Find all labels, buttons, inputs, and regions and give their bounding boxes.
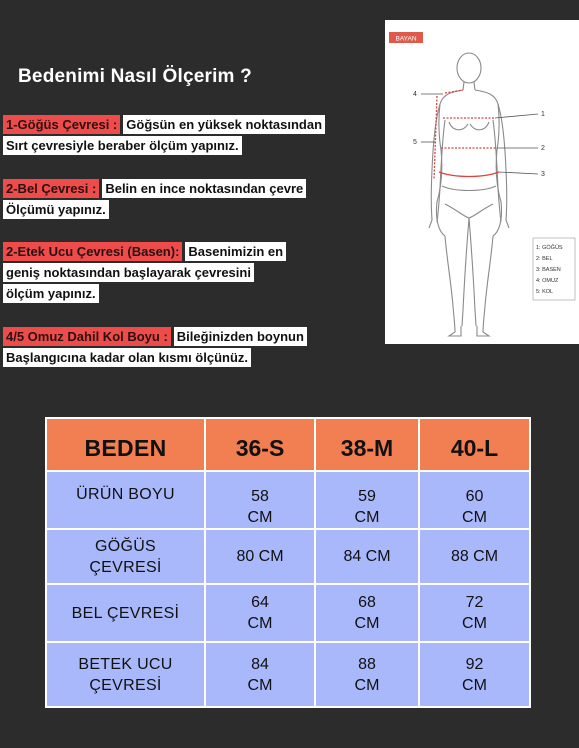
instruction-text: Bileğinizden boynun — [174, 327, 307, 346]
instruction-hip — [3, 241, 286, 304]
instruction-waist — [3, 178, 306, 220]
table-cell: 58 CM — [205, 471, 315, 529]
marker-4: 4 — [413, 91, 417, 98]
table-cell: 84 CM — [205, 642, 315, 707]
table-row — [46, 529, 530, 584]
size-chart-table — [45, 417, 531, 708]
marker-1: 1 — [541, 111, 545, 118]
table-cell: 68 CM — [315, 584, 419, 642]
marker-numbers — [413, 91, 545, 178]
table-header-cell: 36-S — [205, 418, 315, 471]
table-row — [46, 584, 530, 642]
instruction-label: 1-Göğüs Çevresi : — [3, 115, 120, 134]
table-row-label: BETEK UCU ÇEVRESİ — [46, 642, 205, 707]
table-header-cell: 40-L — [419, 418, 530, 471]
marker-2: 2 — [541, 145, 545, 152]
instruction-text: geniş noktasından başlayarak çevresini — [3, 263, 254, 282]
legend-entry: 2: BEL — [536, 256, 553, 262]
body-diagram — [385, 20, 579, 344]
instruction-text: Ölçümü yapınız. — [3, 200, 109, 219]
instruction-text: Sırt çevresiyle beraber ölçüm yapınız. — [3, 136, 242, 155]
instruction-label: 2-Bel Çevresi : — [3, 179, 99, 198]
badge-text: BAYAN — [395, 35, 417, 43]
table-header-cell: BEDEN — [46, 418, 205, 471]
legend-entry: 4: OMUZ — [536, 278, 559, 284]
table-cell: 60 CM — [419, 471, 530, 529]
table-cell: 88 CM — [315, 642, 419, 707]
instruction-text: Göğsün en yüksek noktasından — [123, 115, 325, 134]
body-outline — [429, 53, 509, 336]
table-cell: 59 CM — [315, 471, 419, 529]
body-measurement-figure — [385, 20, 579, 344]
table-cell: 64 CM — [205, 584, 315, 642]
table-row-label: BEL ÇEVRESİ — [46, 584, 205, 642]
table-row-label: GÖĞÜS ÇEVRESİ — [46, 529, 205, 584]
instruction-bust — [3, 114, 325, 156]
marker-5: 5 — [413, 139, 417, 146]
instruction-text: Basenimizin en — [185, 242, 286, 261]
table-cell: 80 CM — [205, 529, 315, 584]
legend-entry: 1: GÖĞÜS — [536, 245, 563, 251]
instruction-text: Başlangıcına kadar olan kısmı ölçünüz. — [3, 348, 251, 367]
legend-entry: 5: KOL — [536, 289, 554, 295]
pointer-lines — [421, 94, 538, 174]
marker-3: 3 — [541, 171, 545, 178]
table-cell: 84 CM — [315, 529, 419, 584]
table-header-cell: 38-M — [315, 418, 419, 471]
instruction-text: ölçüm yapınız. — [3, 284, 99, 303]
table-cell: 92 CM — [419, 642, 530, 707]
instruction-text: Belin en ince noktasından çevre — [102, 179, 306, 198]
legend-entry: 3: BASEN — [536, 267, 561, 273]
instruction-sleeve — [3, 326, 307, 368]
table-row — [46, 642, 530, 707]
table-row — [46, 471, 530, 529]
instruction-label: 2-Etek Ucu Çevresi (Basen): — [3, 242, 182, 261]
table-cell: 72 CM — [419, 584, 530, 642]
page-title: Bedenimi Nasıl Ölçerim ? — [18, 66, 252, 87]
table-row-label: ÜRÜN BOYU — [46, 471, 205, 529]
table-cell: 88 CM — [419, 529, 530, 584]
table-header-row — [46, 418, 530, 471]
instruction-label: 4/5 Omuz Dahil Kol Boyu : — [3, 327, 171, 346]
